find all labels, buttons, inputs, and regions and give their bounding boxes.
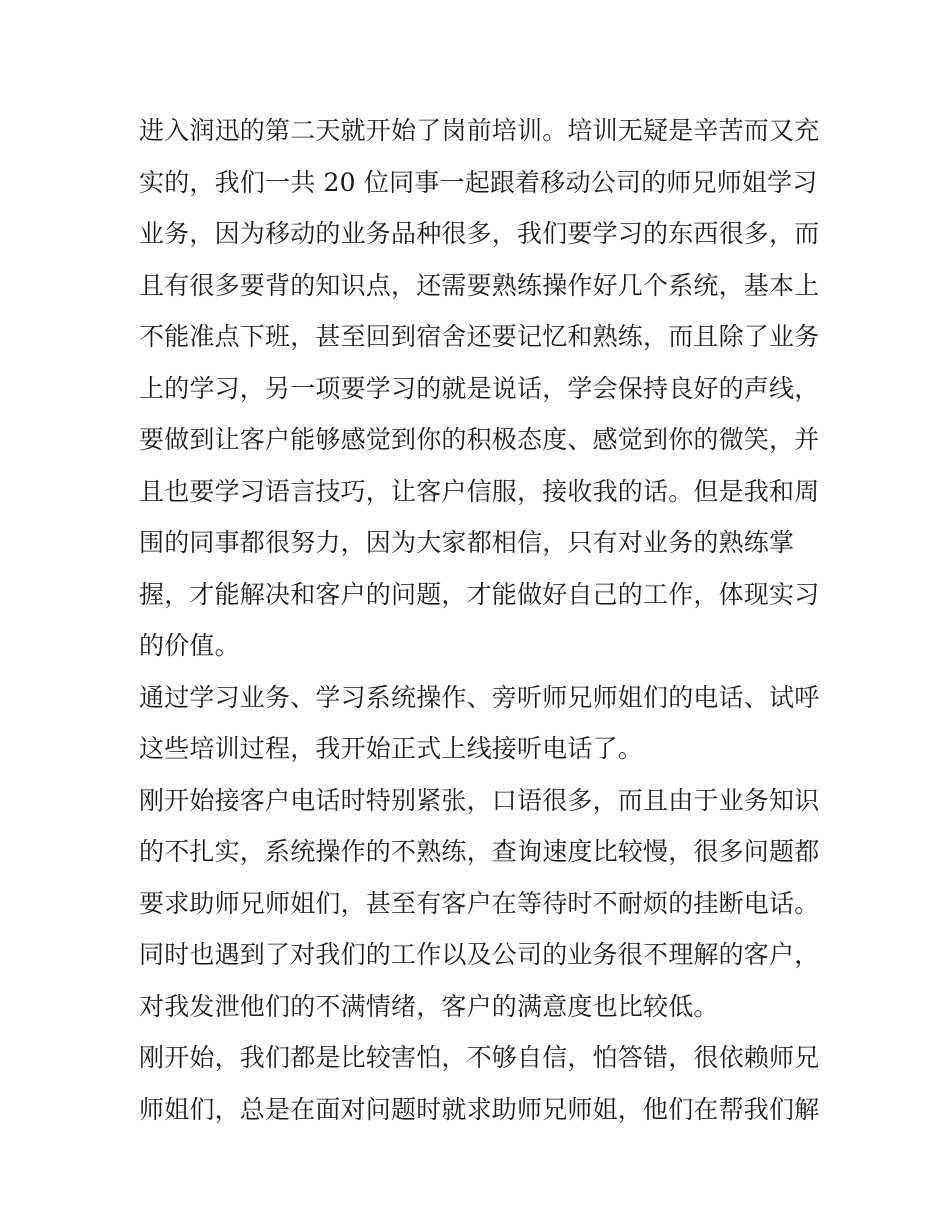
text-line: 且也要学习语言技巧，让客户信服，接收我的话。但是我和周 xyxy=(139,476,820,506)
text-line: 通过学习业务、学习系统操作、旁听师兄师姐们的电话、试呼 xyxy=(139,682,820,712)
text-line: 不能准点下班，甚至回到宿舍还要记忆和熟练，而且除了业务 xyxy=(139,322,820,351)
text-line: 要求助师兄师姐们，甚至有客户在等待时不耐烦的挂断电话。 xyxy=(139,888,820,918)
text-line: 的价值。 xyxy=(139,631,240,660)
text-line: 围的同事都很努力，因为大家都相信，只有对业务的熟练掌 xyxy=(139,528,795,557)
text-line: 同时也遇到了对我们的工作以及公司的业务很不理解的客户， xyxy=(139,940,820,969)
text-line: 实的，我们一共 20 位同事一起跟着移动公司的师兄师姐学习 xyxy=(139,167,818,197)
text-line: 刚开始，我们都是比较害怕，不够自信，怕答错，很依赖师兄 xyxy=(139,1043,820,1072)
text-line: 这些培训过程，我开始正式上线接听电话了。 xyxy=(139,734,644,763)
text-line: 对我发泄他们的不满情绪，客户的满意度也比较低。 xyxy=(139,991,719,1021)
body-text xyxy=(139,105,819,1135)
text-line: 刚开始接客户电话时特别紧张，口语很多，而且由于业务知识 xyxy=(139,785,820,815)
text-line: 业务，因为移动的业务品种很多，我们要学习的东西很多，而 xyxy=(139,219,820,248)
text-line: 上的学习，另一项要学习的就是说话，学会保持良好的声线， xyxy=(139,373,820,403)
text-line: 的不扎实，系统操作的不熟练，查询速度比较慢，很多问题都 xyxy=(139,837,820,866)
text-line: 握，才能解决和客户的问题，才能做好自己的工作，体现实习 xyxy=(139,579,820,609)
text-line: 师姐们，总是在面对问题时就求助师兄师姐，他们在帮我们解 xyxy=(139,1094,820,1124)
text-line: 要做到让客户能够感觉到你的积极态度、感觉到你的微笑，并 xyxy=(139,425,820,454)
text-line: 进入润迅的第二天就开始了岗前培训。培训无疑是辛苦而又充 xyxy=(139,116,820,145)
text-line: 且有很多要背的知识点，还需要熟练操作好几个系统，基本上 xyxy=(139,270,820,300)
